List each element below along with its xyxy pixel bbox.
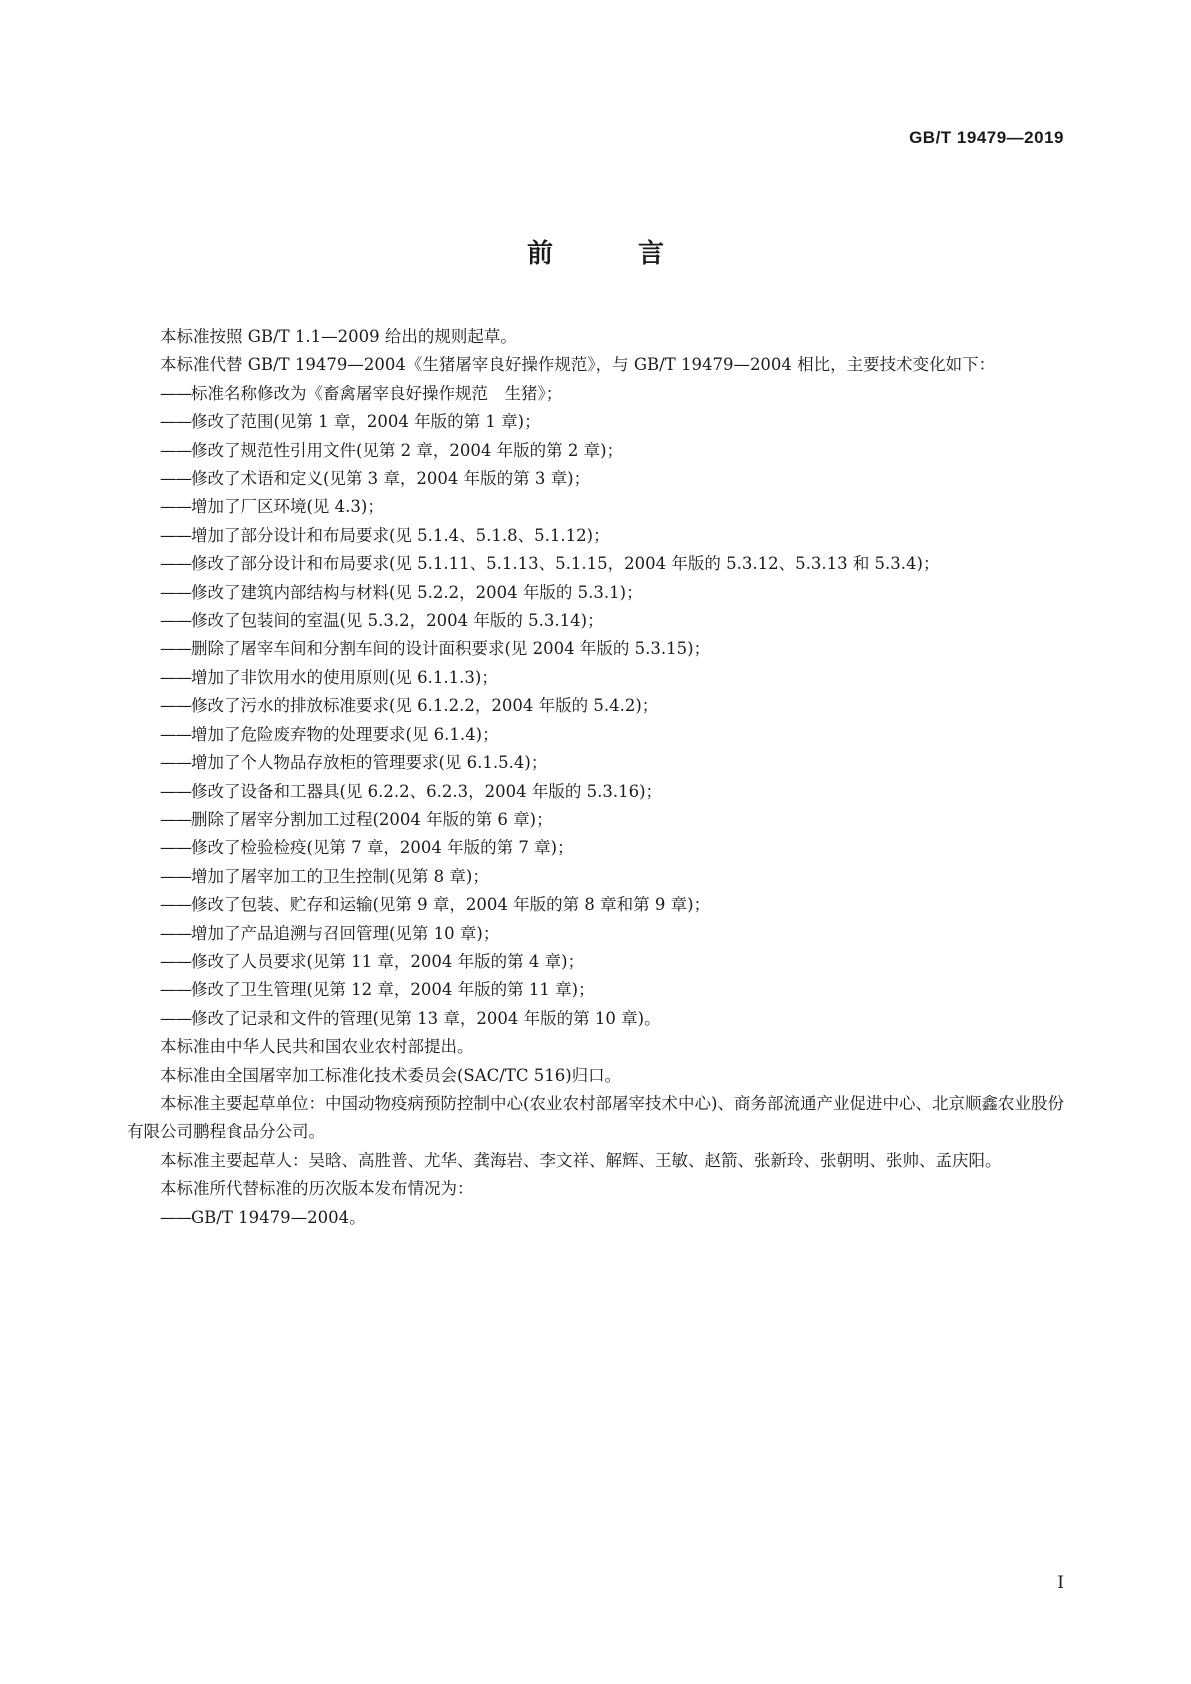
change-item: —— 增加了部分设计和布局要求(见 5.1.4、5.1.8、5.1.12)；	[127, 522, 1064, 550]
change-item: —— 修改了检验检疫(见第 7 章，2004 年版的第 7 章)；	[127, 834, 1064, 862]
document-body	[127, 323, 1064, 1232]
change-item: —— 增加了非饮用水的使用原则(见 6.1.1.3)；	[127, 664, 1064, 692]
change-item: —— 修改了部分设计和布局要求(见 5.1.11、5.1.13、5.1.15，2004 年版的 5.3.12、5.3.13 和 5.3.4)；	[127, 550, 1064, 578]
change-item: —— 修改了人员要求(见第 11 章，2004 年版的第 4 章)；	[127, 948, 1064, 976]
change-item: —— 删除了屠宰车间和分割车间的设计面积要求(见 2004 年版的 5.3.15)；	[127, 635, 1064, 663]
change-item: —— 修改了范围(见第 1 章，2004 年版的第 1 章)；	[127, 408, 1064, 436]
paragraph-previous-versions: 本标准所代替标准的历次版本发布情况为：	[160, 1179, 474, 1199]
change-item: —— 修改了污水的排放标准要求(见 6.1.2.2，2004 年版的 5.4.2)；	[127, 692, 1064, 720]
change-item: —— 修改了包装、贮存和运输(见第 9 章，2004 年版的第 8 章和第 9 章)；	[127, 891, 1064, 919]
change-item: —— 增加了屠宰加工的卫生控制(见第 8 章)；	[127, 863, 1064, 891]
change-item: —— 增加了危险废弃物的处理要求(见 6.1.4)；	[127, 721, 1064, 749]
change-item: —— 增加了厂区环境(见 4.3)；	[127, 493, 1064, 521]
previous-versions-list	[127, 1204, 1064, 1232]
change-item: —— 修改了设备和工器具(见 6.2.2、6.2.3，2004 年版的 5.3.16)；	[127, 778, 1064, 806]
change-item: —— 修改了卫生管理(见第 12 章，2004 年版的第 11 章)；	[127, 976, 1064, 1004]
header-standard-code: GB/T 19479—2019	[909, 128, 1064, 147]
page-number: I	[1057, 1573, 1064, 1593]
change-item: —— 删除了屠宰分割加工过程(2004 年版的第 6 章)；	[127, 806, 1064, 834]
paragraph-drafters: 本标准主要起草人：吴晗、高胜普、尤华、龚海岩、李文祥、解辉、王敏、赵箭、张新玲、张朝明、张帅、孟庆阳。	[160, 1150, 1002, 1170]
page-title: 前 言	[526, 239, 703, 269]
changes-list	[127, 380, 1064, 1033]
paragraph-drafting-rules: 本标准按照 GB/T 1.1—2009 给出的规则起草。	[160, 327, 517, 346]
change-item: —— 增加了产品追溯与召回管理(见第 10 章)；	[127, 920, 1064, 948]
paragraph-drafting-units: 本标准主要起草单位：中国动物疫病预防控制中心(农业农村部屠宰技术中心)、商务部流通产业促进中心、北京顺鑫农业股份有限公司鹏程食品分公司。	[127, 1093, 1064, 1142]
change-item: —— 修改了规范性引用文件(见第 2 章，2004 年版的第 2 章)；	[127, 437, 1064, 465]
change-item: —— 修改了术语和定义(见第 3 章，2004 年版的第 3 章)；	[127, 465, 1064, 493]
paragraph-committee: 本标准由全国屠宰加工标准化技术委员会(SAC/TC 516)归口。	[160, 1065, 622, 1085]
change-item: —— 增加了个人物品存放柜的管理要求(见 6.1.5.4)；	[127, 749, 1064, 777]
change-item: —— 修改了建筑内部结构与材料(见 5.2.2，2004 年版的 5.3.1)；	[127, 579, 1064, 607]
change-item: —— 标准名称修改为《畜禽屠宰良好操作规范 生猪》；	[127, 380, 1064, 408]
change-item: —— 修改了包装间的室温(见 5.3.2，2004 年版的 5.3.14)；	[127, 607, 1064, 635]
paragraph-replacement: 本标准代替 GB/T 19479—2004《生猪屠宰良好操作规范》，与 GB/T 19479—2004 相比，主要技术变化如下：	[160, 355, 996, 375]
paragraph-proposer: 本标准由中华人民共和国农业农村部提出。	[160, 1037, 474, 1057]
previous-version-item: —— GB/T 19479—2004。	[127, 1204, 1064, 1232]
change-item: —— 修改了记录和文件的管理(见第 13 章，2004 年版的第 10 章)。	[127, 1005, 1064, 1033]
